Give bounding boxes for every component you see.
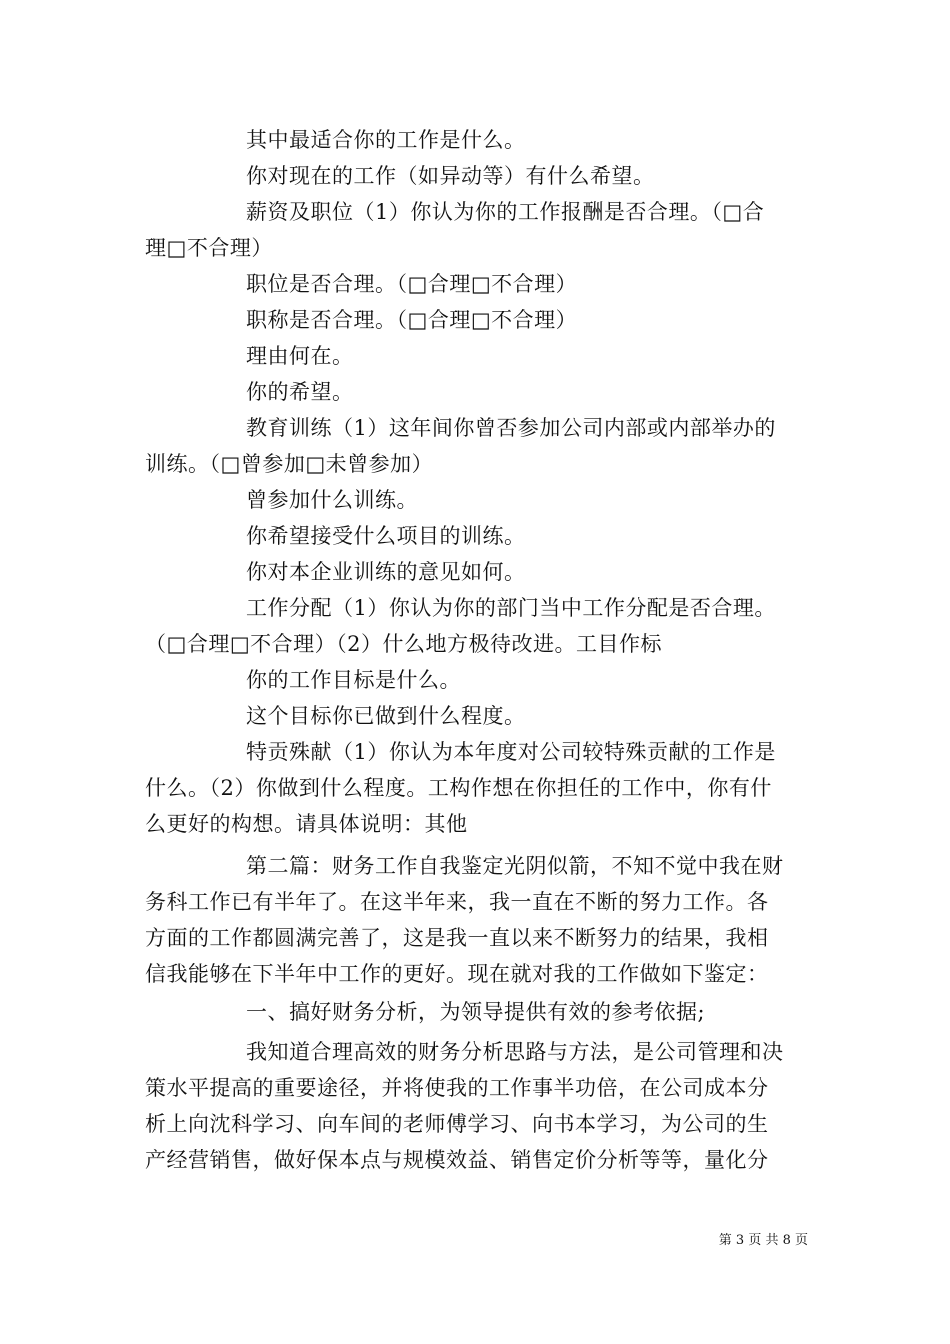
text-line: 薪资及职位（1）你认为你的工作报酬是否合理。（□合 xyxy=(246,200,765,224)
section-heading: 一、搞好财务分析，为领导提供有效的参考依据; xyxy=(246,1000,706,1024)
text-line: 你的希望。 xyxy=(246,380,354,404)
text-line: 训练。（□曾参加□未曾参加） xyxy=(145,452,434,476)
text-line: 务科工作已有半年了。在这半年来，我一直在不断的努力工作。各 xyxy=(145,890,769,914)
text-line: 职称是否合理。（□合理□不合理） xyxy=(246,308,578,332)
text-line: 职位是否合理。（□合理□不合理） xyxy=(246,272,578,296)
text-line: 析上向沈科学习、向车间的老师傅学习、向书本学习，为公司的生 xyxy=(145,1112,769,1136)
text-line: 教育训练（1）这年间你曾否参加公司内部或内部举办的 xyxy=(246,416,776,440)
text-line: 工作分配（1）你认为你的部门当中工作分配是否合理。 xyxy=(246,596,776,620)
page-number-footer: 第 3 页 共 8 页 xyxy=(718,1233,808,1248)
text-line: 你对本企业训练的意见如何。 xyxy=(246,560,526,584)
text-line: 这个目标你已做到什么程度。 xyxy=(246,704,526,728)
text-line: 方面的工作都圆满完善了，这是我一直以来不断努力的结果，我相 xyxy=(145,926,769,950)
text-line: 你对现在的工作（如异动等）有什么希望。 xyxy=(246,164,655,188)
text-line: 第二篇：财务工作自我鉴定光阴似箭，不知不觉中我在财 xyxy=(246,854,784,878)
text-line: 信我能够在下半年中工作的更好。现在就对我的工作做如下鉴定： xyxy=(145,962,769,986)
text-line: 什么。（2）你做到什么程度。工构作想在你担任的工作中，你有什 xyxy=(145,776,772,800)
text-line: 理□不合理） xyxy=(145,236,273,260)
text-line: 产经营销售，做好保本点与规模效益、销售定价分析等等，量化分 xyxy=(145,1148,769,1172)
text-line: 么更好的构想。请具体说明：其他 xyxy=(145,812,468,836)
text-line: 曾参加什么训练。 xyxy=(246,488,418,512)
text-line: 你希望接受什么项目的训练。 xyxy=(246,524,526,548)
text-line: （□合理□不合理）（2）什么地方极待改进。工目作标 xyxy=(145,632,663,656)
text-line: 你的工作目标是什么。 xyxy=(246,668,461,692)
text-line: 我知道合理高效的财务分析思路与方法，是公司管理和决 xyxy=(246,1040,784,1064)
text-line: 策水平提高的重要途径，并将使我的工作事半功倍，在公司成本分 xyxy=(145,1076,769,1100)
text-line: 特贡殊献（1）你认为本年度对公司较特殊贡献的工作是 xyxy=(246,740,776,764)
text-line: 其中最适合你的工作是什么。 xyxy=(246,128,526,152)
text-line: 理由何在。 xyxy=(246,344,354,368)
